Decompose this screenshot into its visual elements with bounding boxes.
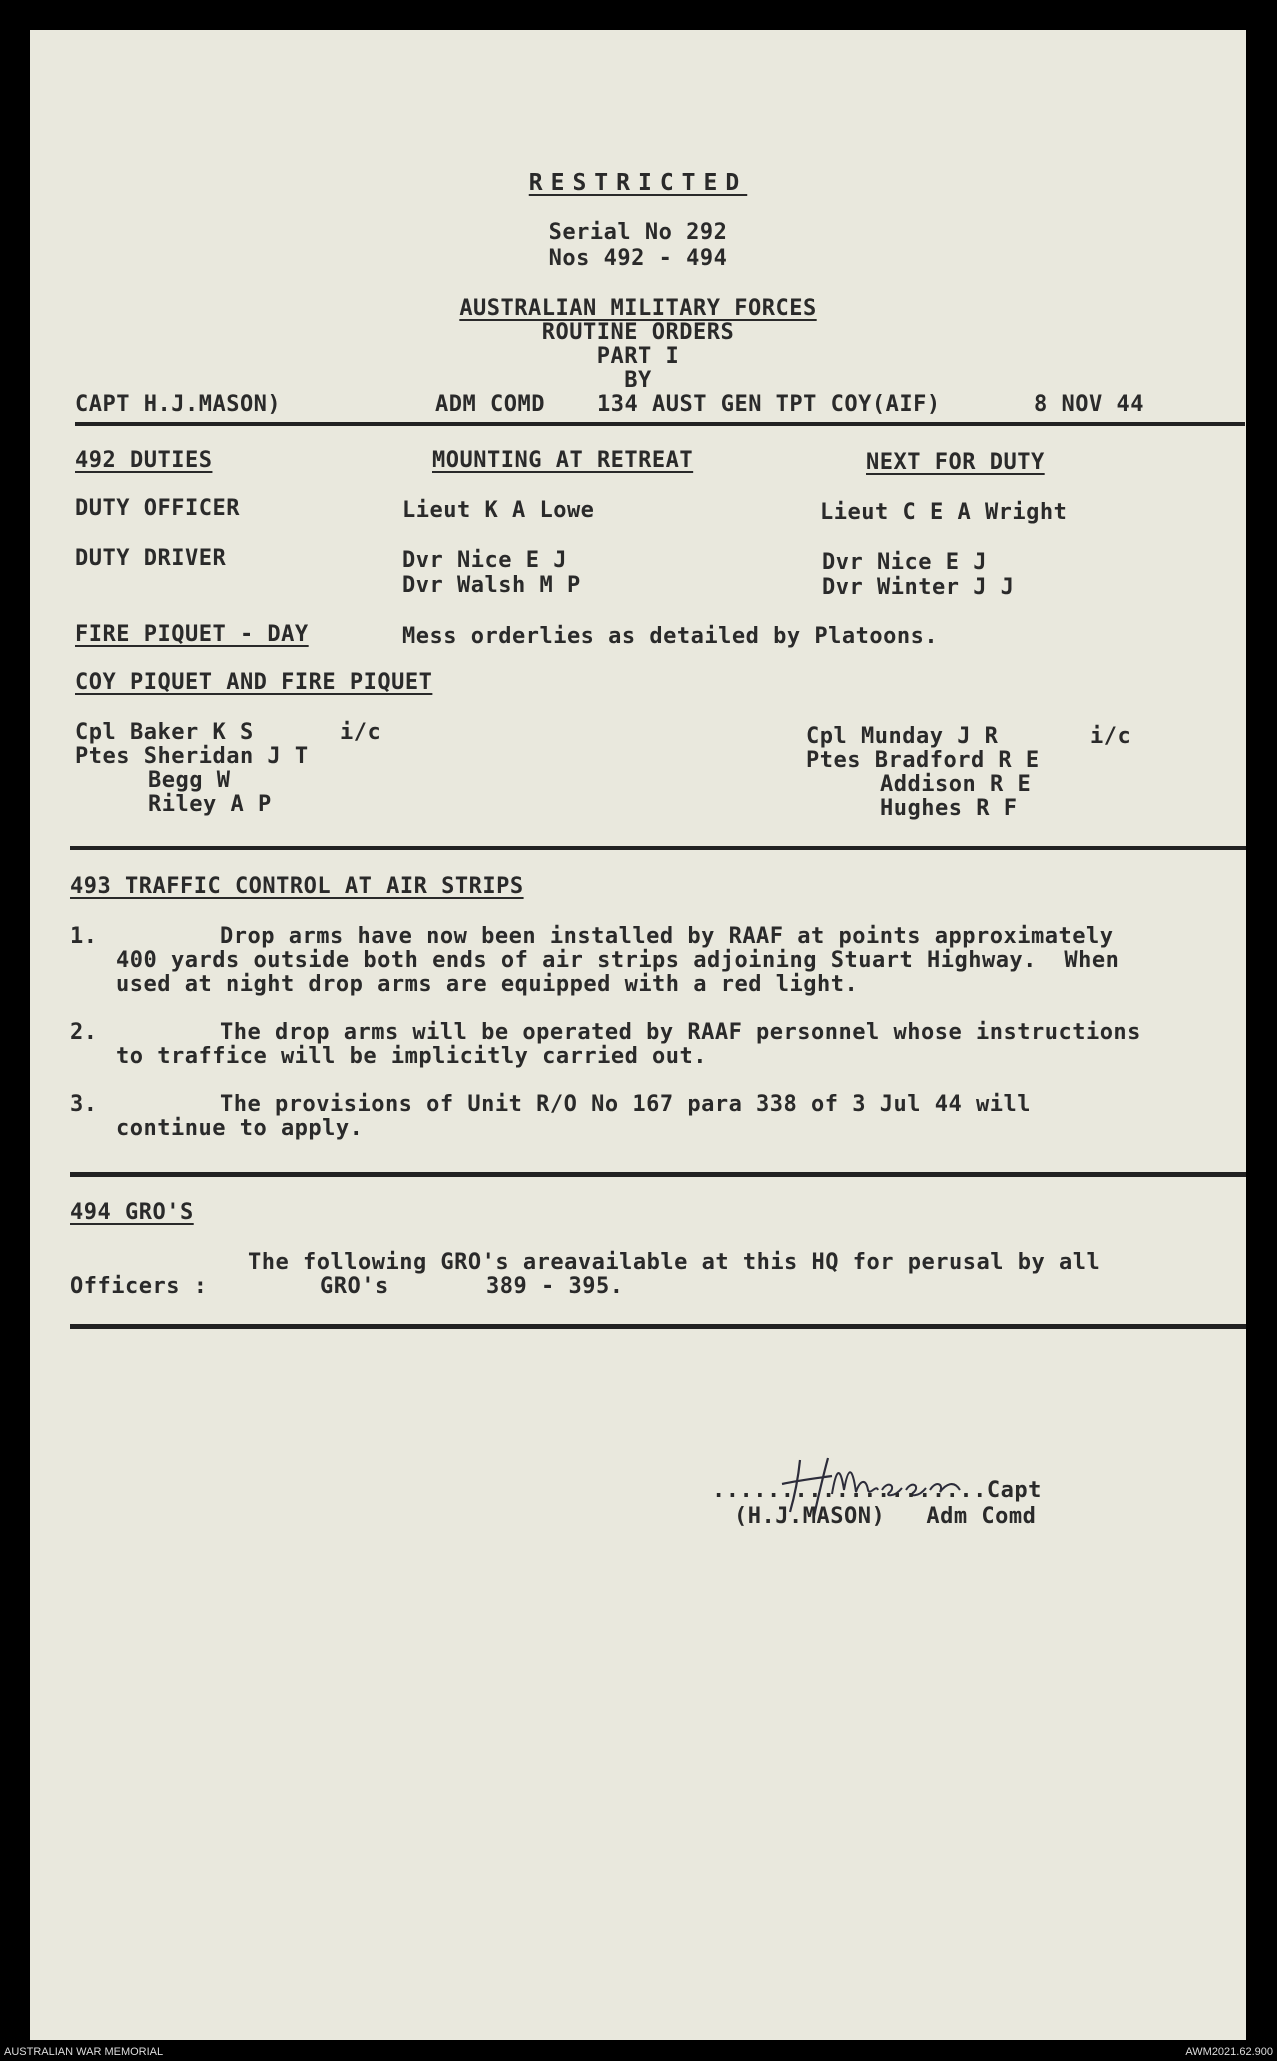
unit-name: 134 AUST GEN TPT COY(AIF) [597,392,941,417]
next-for-duty-column-heading: NEXT FOR DUTY [866,450,1045,475]
fire-piquet-day-value: Mess orderlies as detailed by Platoons. [402,624,939,649]
header-rule [75,422,1245,426]
section-rule-2 [70,1172,1246,1177]
mounting-column-heading: MOUNTING AT RETREAT [432,448,694,473]
duty-driver-label: DUTY DRIVER [75,546,227,571]
classification-heading: RESTRICTED [528,170,748,196]
coy-piquet-right-3: Addison R E [880,772,1032,797]
organisation-title: AUSTRALIAN MILITARY FORCES [459,296,817,321]
duty-officer-next: Lieut C E A Wright [820,500,1068,525]
gros-line-1: The following GRO's areavailable at this HQ for perusal by all [248,1250,1101,1275]
gros-heading: 494 GRO'S [70,1200,194,1225]
traffic-heading: 493 TRAFFIC CONTROL AT AIR STRIPS [70,874,524,899]
gros-label: GRO's [320,1274,389,1299]
duty-officer-mounting: Lieut K A Lowe [402,498,595,523]
coy-piquet-left-1: Cpl Baker K S [75,720,254,745]
serial-number: Serial No 292 [548,220,728,245]
document-page [30,30,1246,2040]
section-rule-3 [70,1324,1246,1329]
traffic-para-1-line-1: Drop arms have now been installed by RAAF at points approximately [220,924,1114,949]
part-title: PART I [596,344,680,369]
traffic-para-1-line-3: used at night drop arms are equipped with a red light. [116,972,859,997]
duty-driver-next-1: Dvr Nice E J [822,550,987,575]
traffic-para-2-line-2: to traffice will be implicitly carried out. [116,1044,708,1069]
footer-accession-number: AWM2021.62.900 [1185,2046,1273,2058]
coy-piquet-right-4: Hughes R F [880,796,1018,821]
coy-piquet-right-1: Cpl Munday J R [806,724,999,749]
traffic-para-2-number: 2. [70,1020,98,1045]
order-date: 8 NOV 44 [1034,392,1144,417]
by-label: BY [624,368,652,393]
routine-orders-title: ROUTINE ORDERS [541,320,735,345]
duties-heading: 492 DUTIES [75,448,213,473]
duty-driver-mounting-1: Dvr Nice E J [402,548,567,573]
traffic-para-1-number: 1. [70,924,98,949]
traffic-para-3-line-1: The provisions of Unit R/O No 167 para 338 of 3 Jul 44 will [220,1092,1031,1117]
signature-name-line: (H.J.MASON) Adm Comd [734,1504,1037,1529]
duty-driver-mounting-2: Dvr Walsh M P [402,573,581,598]
signature-dots-capt: ....................Capt [712,1478,1042,1503]
issuer-name: CAPT H.J.MASON) [75,392,282,417]
footer-archive-name: AUSTRALIAN WAR MEMORIAL [4,2046,164,2058]
duty-driver-next-2: Dvr Winter J J [822,575,1015,600]
coy-piquet-left-2: Ptes Sheridan J T [75,744,309,769]
coy-piquet-label: COY PIQUET AND FIRE PIQUET [75,670,433,695]
order-numbers: Nos 492 - 494 [548,246,728,271]
fire-piquet-day-label: FIRE PIQUET - DAY [75,622,309,647]
coy-piquet-left-4: Riley A P [148,792,272,817]
traffic-para-1-line-2: 400 yards outside both ends of air strips adjoining Stuart Highway. When [116,948,1120,973]
coy-piquet-right-ic: i/c [1090,724,1132,749]
traffic-para-3-line-2: continue to apply. [116,1116,364,1141]
coy-piquet-right-2: Ptes Bradford R E [806,748,1040,773]
coy-piquet-left-3: Begg W [148,768,231,793]
gros-officers-label: Officers : [70,1274,208,1299]
duty-officer-label: DUTY OFFICER [75,496,240,521]
traffic-para-2-line-1: The drop arms will be operated by RAAF personnel whose instructions [220,1020,1141,1045]
section-rule-1 [70,846,1246,850]
traffic-para-3-number: 3. [70,1092,98,1117]
coy-piquet-left-ic: i/c [340,720,382,745]
issuer-role: ADM COMD [435,392,545,417]
gros-range: 389 - 395. [486,1274,624,1299]
